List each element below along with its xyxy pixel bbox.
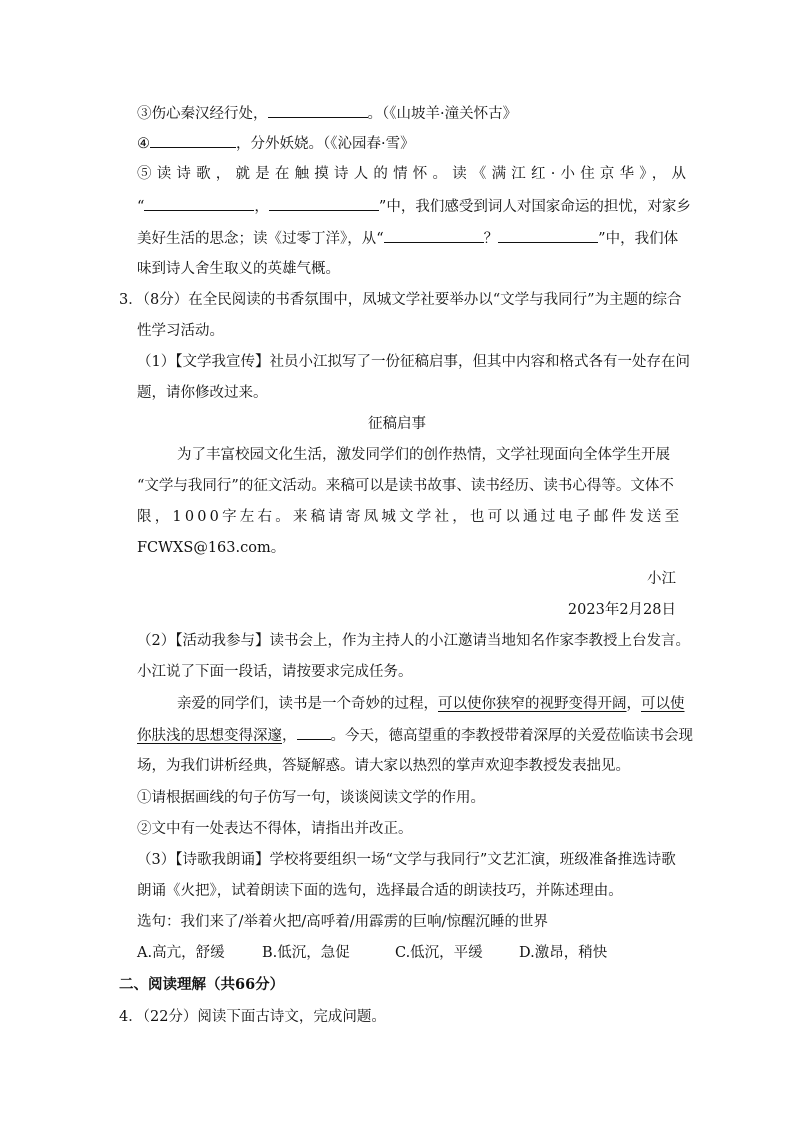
- speech-line3: 场，为我们讲析经典，答疑解惑。请大家以热烈的掌声欢迎李教授发表拙见。: [137, 758, 630, 774]
- item5-open-quote: “: [137, 199, 145, 215]
- q3-part1-line1: （1）【文学我宣传】社员小江拟写了一份征稿启事，但其中内容和格式各有一处存在问: [137, 354, 690, 370]
- notice-title: 征稿启事: [368, 416, 426, 432]
- item5-question-mark: ？: [483, 231, 499, 247]
- item5-comma: ，: [254, 199, 269, 215]
- item5-line2-after: ”中，我们感受到词人对国家命运的担忧，对家乡: [378, 199, 691, 215]
- speech-underlined-2b: 你肤浅的思想变得深邃: [137, 728, 282, 744]
- q3-part3-line2: 朗诵《火把》，试着朗读下面的选句，选择最合适的朗读技巧，并陈述理由。: [137, 883, 623, 899]
- option-d[interactable]: D.激昂，稍快: [519, 945, 608, 961]
- speech-underlined-1: 可以使你狭窄的视野变得开阔: [438, 696, 627, 712]
- speech-l2-rest: 。今天，德高望重的李教授带着深厚的关爱莅临读书会现: [330, 728, 693, 744]
- item3-marker: ③: [137, 106, 152, 122]
- option-b[interactable]: B.低沉，急促: [262, 945, 350, 961]
- notice-para-line2: “文学与我同行”的征文活动。来稿可以是读书故事、读书经历、读书心得等。文体不: [137, 478, 674, 494]
- item5-line3-before: 美好生活的思念；读《过零丁洋》，从“: [137, 231, 384, 247]
- speech-l2-comma: ，: [282, 728, 297, 744]
- q4-stem: 4．（22分）阅读下面古诗文，完成问题。: [119, 1009, 386, 1025]
- item4-marker: ④: [137, 136, 150, 152]
- item3-after: 。（《山坡羊·潼关怀古》: [367, 106, 518, 122]
- notice-para-line4: FCWXS@163.com。: [137, 540, 286, 556]
- item5-blank-2[interactable]: [269, 196, 379, 211]
- option-c[interactable]: C.低沉，平缓: [395, 945, 483, 961]
- section2-heading: 二、阅读理解（共66分）: [119, 976, 285, 993]
- q3-part3-options: [137, 943, 607, 963]
- speech-l1-plain: 亲爱的同学们，读书是一个奇妙的过程，: [177, 696, 438, 712]
- q3-stem-line1: 3．（8分）在全民阅读的书香氛围中，凤城文学社要举办以“文学与我同行”为主题的综合: [119, 292, 682, 308]
- item3-answer-blank[interactable]: [268, 103, 368, 118]
- item5-marker: ⑤: [137, 166, 157, 182]
- item3-before: 伤心秦汉经行处，: [151, 106, 268, 122]
- poem-item-3: [137, 103, 517, 124]
- item5-blank-4[interactable]: [498, 228, 598, 243]
- item5-line1: 读诗歌，就是在触摸诗人的情怀。读《满江红·小住京华》，从: [156, 166, 692, 182]
- q3-part2-line2: 小江说了下面一段话，请按要求完成任务。: [137, 664, 413, 680]
- notice-date: 2023年2月28日: [567, 602, 676, 618]
- q3-part3-selection: 选句：我们来了/举着火把/高呼着/用霹雳的巨响/惊醒沉睡的世界: [137, 914, 549, 930]
- item4-after: ，分外妖娆。（《沁园春·雪》: [236, 136, 415, 152]
- item4-answer-blank[interactable]: [150, 133, 236, 148]
- poem-item-5-line4: 味到诗人舍生取义的英雄气概。: [137, 261, 340, 277]
- speech-underlined-2a: 可以使: [641, 696, 685, 712]
- notice-para-line3: 限，1000字左右。来稿请寄凤城文学社，也可以通过电子邮件发送至: [137, 509, 683, 525]
- poem-item-5-line2: [137, 196, 691, 217]
- poem-item-5-line3: [137, 228, 678, 249]
- q3-part3-line1: （3）【诗歌我朗诵】学校将要组织一场“文学与我同行”文艺汇演，班级准备推选诗歌: [137, 852, 676, 868]
- q3-stem-line2: 性学习活动。: [137, 323, 224, 339]
- poem-item-4: [137, 133, 415, 154]
- poem-item-5-line1: [137, 164, 691, 184]
- q3-part2-task2: ②文中有一处表达不得体，请指出并改正。: [137, 821, 413, 837]
- speech-line2: [137, 725, 693, 746]
- speech-line1: [177, 694, 685, 714]
- item5-line3-after: ”中，我们体: [598, 231, 679, 247]
- q3-part2-task1: ①请根据画线的句子仿写一句，谈谈阅读文学的作用。: [137, 790, 485, 806]
- q3-part2-line1: （2）【活动我参与】读书会上，作为主持人的小江邀请当地知名作家李教授上台发言。: [137, 633, 690, 649]
- speech-l1-comma: ，: [626, 696, 641, 712]
- notice-signature: 小江: [647, 571, 676, 587]
- item5-blank-1[interactable]: [144, 196, 254, 211]
- speech-blank[interactable]: [297, 725, 331, 740]
- item5-blank-3[interactable]: [384, 228, 484, 243]
- option-a[interactable]: A.高亢，舒缓: [137, 945, 225, 961]
- notice-para-line1: 为了丰富校园文化生活，激发同学们的创作热情，文学社现面向全体学生开展: [177, 447, 670, 463]
- q3-part1-line2: 题，请你修改过来。: [137, 385, 268, 401]
